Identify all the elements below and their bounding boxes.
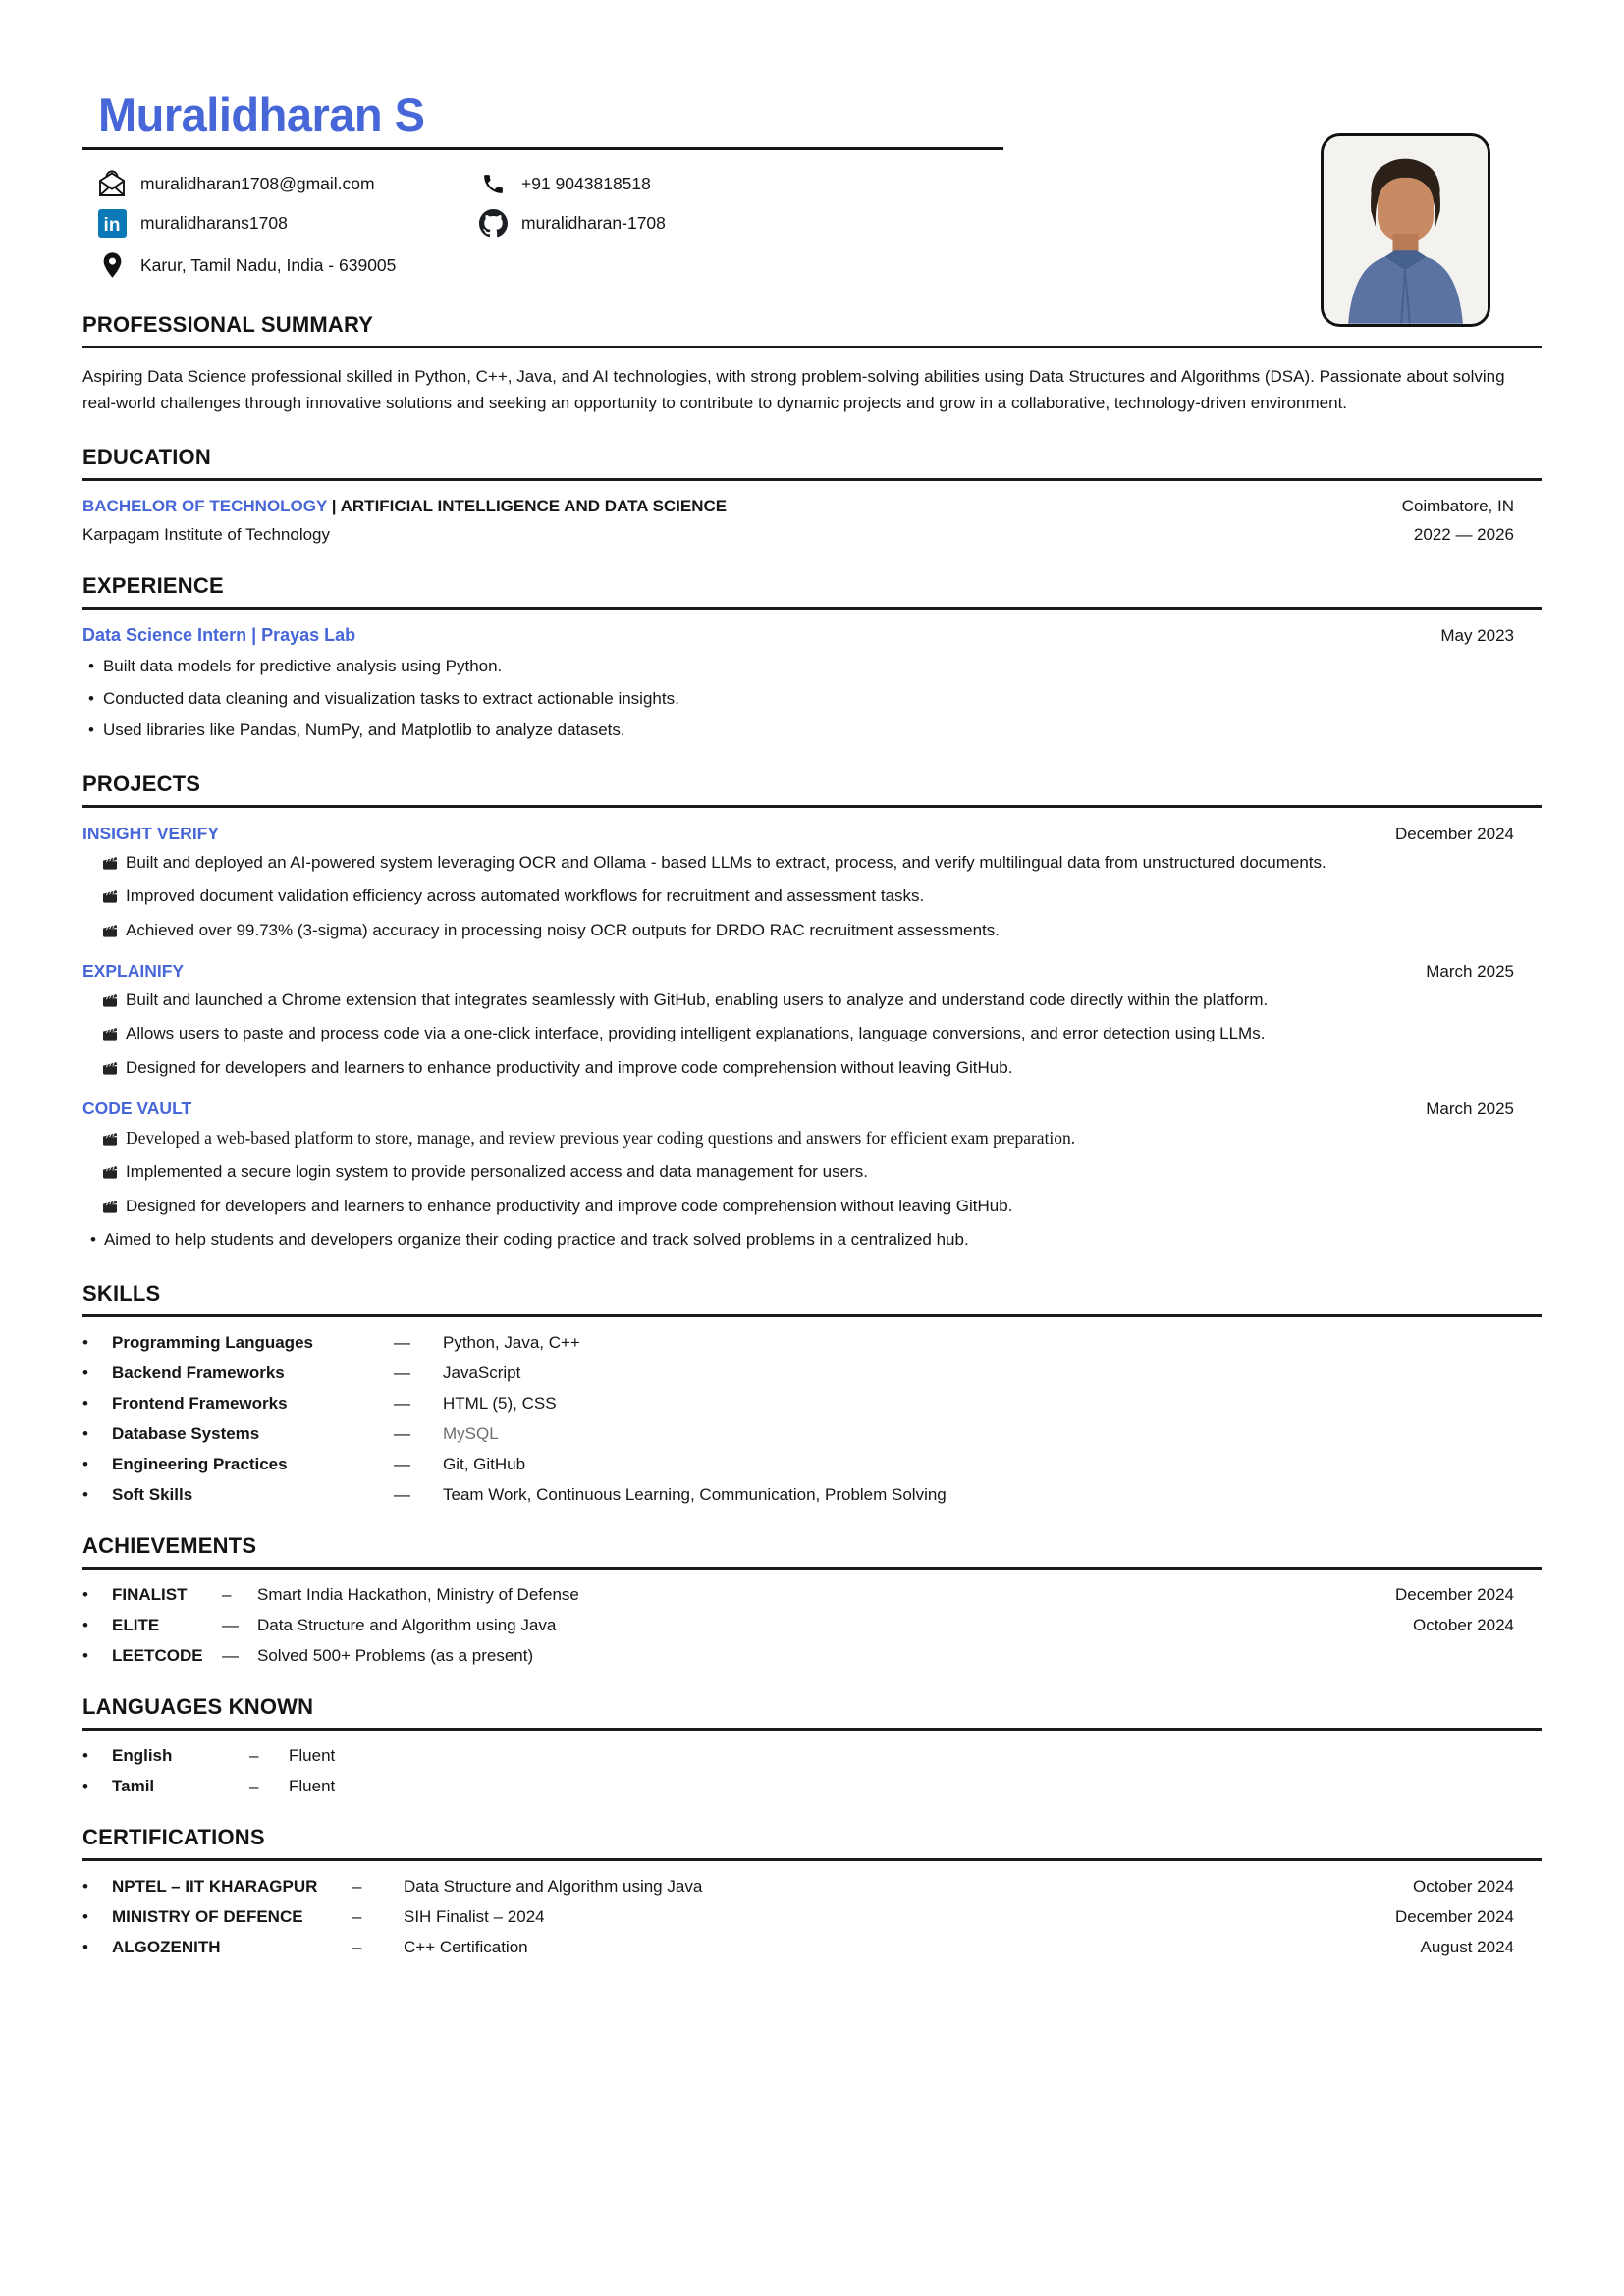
project-date: March 2025 (1426, 962, 1514, 981)
section-rule (82, 478, 1542, 481)
list-item: Designed for developers and learners to enhance productivity and improve code comprehension without leaving GitHub. (82, 1194, 1542, 1221)
skill-row: • Frontend Frameworks — HTML (5), CSS (82, 1394, 557, 1414)
project-name: CODE VAULT (82, 1098, 192, 1119)
certifications-title: CERTIFICATIONS (82, 1825, 265, 1850)
list-item: • Conducted data cleaning and visualization tasks to extract actionable insights. (88, 688, 679, 708)
experience-bullets (82, 654, 1542, 743)
project-bullets (82, 1125, 1542, 1253)
profile-photo (1321, 133, 1490, 327)
github-octocat-icon (477, 209, 509, 238)
major-name: ARTIFICIAL INTELLIGENCE AND DATA SCIENCE (340, 497, 728, 516)
email-text: muralidharan1708@gmail.com (140, 173, 375, 193)
degree-name: BACHELOR OF TECHNOLOGY (82, 497, 328, 516)
skill-row: • Soft Skills — Team Work, Continuous Learning, Communication, Problem Solving (82, 1485, 947, 1505)
list-item: • Built data models for predictive analysis using Python. (88, 657, 503, 676)
skill-row: • Database Systems — MySQL (82, 1424, 499, 1444)
achievement-row: • FINALIST – Smart India Hackathon, Ministry of Defense December 2024 (82, 1585, 1514, 1605)
clapperboard-icon (102, 1196, 118, 1221)
clapperboard-icon (102, 1057, 118, 1083)
section-rule (82, 1728, 1542, 1731)
clapperboard-icon (102, 885, 118, 911)
languages-title: LANGUAGES KNOWN (82, 1694, 314, 1720)
clapperboard-icon (102, 852, 118, 878)
clapperboard-icon (102, 989, 118, 1015)
certification-row: • ALGOZENITH – C++ Certification August 2024 (82, 1938, 1514, 1957)
list-item: Built and launched a Chrome extension that integrates seamlessly with GitHub, enabling users to analyze and understand code directly within the platform. (82, 988, 1542, 1015)
clapperboard-icon (102, 1023, 118, 1048)
education-dates: 2022 — 2026 (1413, 525, 1514, 545)
skills-title: SKILLS (82, 1281, 161, 1307)
project-name: EXPLAINIFY (82, 961, 185, 981)
education-school-row (82, 525, 1542, 545)
degree-line (82, 497, 727, 516)
certification-row: • NPTEL – IIT KHARAGPUR – Data Structure and Algorithm using Java October 2024 (82, 1877, 1514, 1896)
list-item: • Used libraries like Pandas, NumPy, and Matplotlib to analyze datasets. (88, 721, 625, 740)
section-experience (82, 573, 1542, 743)
page-title: Muralidharan S (98, 88, 425, 140)
degree-separator: | (331, 497, 337, 516)
contact-location (96, 247, 1058, 284)
education-location: Coimbatore, IN (1401, 497, 1514, 516)
contact-email (96, 166, 477, 202)
skill-row: • Programming Languages — Python, Java, C++ (82, 1333, 580, 1353)
section-rule (82, 346, 1542, 348)
list-item: Allows users to paste and process code via a one-click interface, providing intelligent explanations, language conversions, and error detection using LLMs. (82, 1021, 1542, 1048)
section-skills (82, 1281, 1542, 1505)
skill-row: • Backend Frameworks — JavaScript (82, 1363, 521, 1383)
envelope-at-icon (96, 170, 128, 197)
education-title: EDUCATION (82, 445, 211, 470)
clapperboard-icon (102, 1161, 118, 1187)
project-code-vault (82, 1098, 1542, 1253)
linkedin-text: muralidharans1708 (140, 212, 288, 233)
section-summary (82, 312, 1542, 417)
experience-title: EXPERIENCE (82, 573, 224, 599)
achievement-row: • ELITE — Data Structure and Algorithm using Java October 2024 (82, 1616, 1514, 1635)
project-header-row (82, 824, 1542, 844)
section-achievements (82, 1533, 1542, 1666)
section-projects (82, 772, 1542, 1253)
project-date: March 2025 (1426, 1099, 1514, 1119)
section-rule (82, 805, 1542, 808)
school-name: Karpagam Institute of Technology (82, 525, 331, 545)
project-header-row (82, 961, 1542, 982)
contact-linkedin (96, 205, 477, 241)
section-certifications (82, 1825, 1542, 1957)
clapperboard-icon (102, 920, 118, 945)
role-title: Data Science Intern | Prayas Lab (82, 625, 356, 646)
project-header-row (82, 1098, 1542, 1119)
section-education (82, 445, 1542, 545)
section-rule (82, 1567, 1542, 1570)
map-pin-icon (96, 252, 128, 278)
section-languages (82, 1694, 1542, 1796)
education-degree-row (82, 497, 1542, 516)
contact-block (96, 166, 1058, 284)
project-name: INSIGHT VERIFY (82, 823, 220, 843)
project-date: December 2024 (1395, 824, 1514, 843)
experience-header-row (82, 625, 1542, 646)
list-item: Improved document validation efficiency across automated workflows for recruitment and assessment tasks. (82, 883, 1542, 911)
location-text: Karur, Tamil Nadu, India - 639005 (140, 254, 397, 275)
achievement-row: • LEETCODE — Solved 500+ Problems (as a present) (82, 1646, 534, 1666)
github-text: muralidharan-1708 (521, 212, 666, 233)
language-row: • Tamil – Fluent (82, 1777, 336, 1796)
project-bullets (82, 988, 1542, 1083)
avatar (1324, 136, 1488, 324)
name-underline (82, 147, 1003, 150)
section-rule (82, 607, 1542, 610)
contact-github (477, 205, 1058, 241)
contact-phone (477, 166, 1058, 202)
list-item: Implemented a secure login system to provide personalized access and data management for users. (82, 1159, 1542, 1187)
language-row: • English – Fluent (82, 1746, 336, 1766)
list-item: Built and deployed an AI-powered system leveraging OCR and Ollama - based LLMs to extract, process, and verify multilingual data from unstructured documents. (82, 850, 1542, 878)
experience-date: May 2023 (1440, 626, 1514, 646)
list-item: Designed for developers and learners to enhance productivity and improve code comprehension without leaving GitHub. (82, 1055, 1542, 1083)
list-item: Developed a web-based platform to store, manage, and review previous year coding questions and answers for efficient exam preparation. (82, 1125, 1542, 1153)
project-explainify (82, 961, 1542, 1083)
phone-receiver-icon (477, 172, 509, 196)
clapperboard-icon (102, 1127, 118, 1153)
skill-row: • Engineering Practices — Git, GitHub (82, 1455, 526, 1474)
project-bullets (82, 850, 1542, 945)
section-rule (82, 1314, 1542, 1317)
list-item: • Aimed to help students and developers organize their coding practice and track solved problems in a centralized hub. (90, 1229, 969, 1249)
list-item: Achieved over 99.73% (3-sigma) accuracy in processing noisy OCR outputs for DRDO RAC recruitment assessments. (82, 918, 1542, 945)
summary-text: Aspiring Data Science professional skilled in Python, C++, Java, and AI technologies, with strong problem-solving abilities using Data Structures and Algorithms (DSA). Passionate about solving real-world challenges through innovative solutions and seeking an opportunity to contribute to dynamic projects and grow in a collaborative, technology-driven environment. (82, 366, 1505, 412)
projects-title: PROJECTS (82, 771, 201, 796)
phone-text: +91 9043818518 (521, 173, 651, 193)
summary-title: PROFESSIONAL SUMMARY (82, 311, 374, 337)
section-rule (82, 1858, 1542, 1861)
achievements-title: ACHIEVEMENTS (82, 1533, 257, 1559)
certification-row: • MINISTRY OF DEFENCE – SIH Finalist – 2024 December 2024 (82, 1907, 1514, 1927)
project-insight-verify (82, 824, 1542, 945)
linkedin-icon: in (96, 209, 128, 238)
